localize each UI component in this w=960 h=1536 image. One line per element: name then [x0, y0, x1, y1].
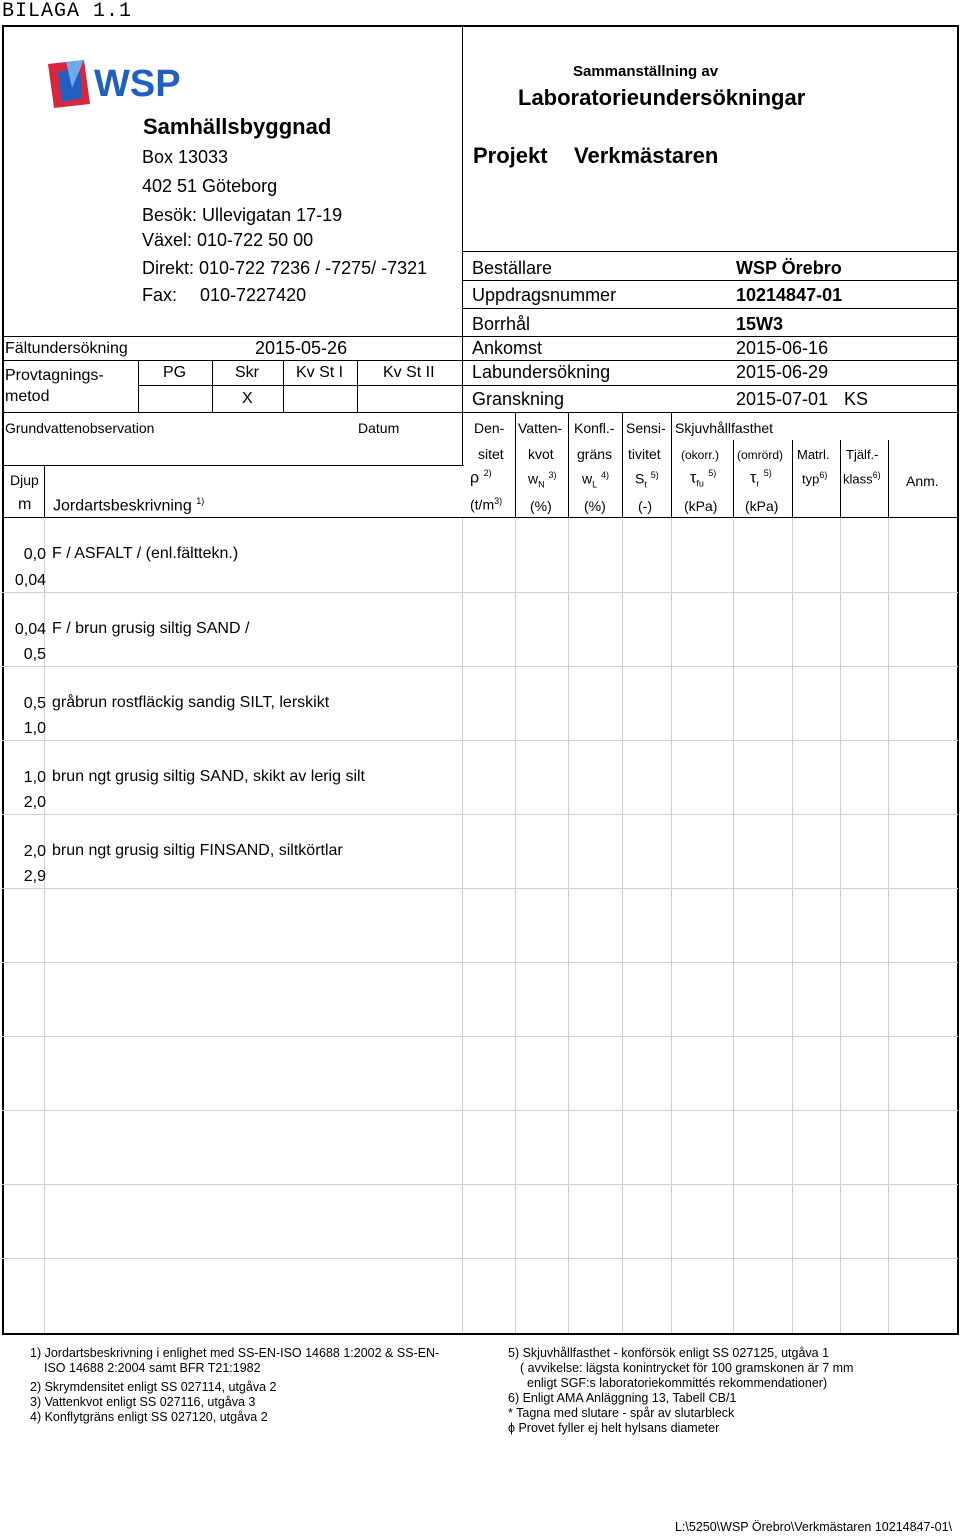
col-sensitivitet-unit: (-)	[638, 498, 652, 514]
footnote: * Tagna med slutare - spår av slutarbleck	[508, 1406, 735, 1420]
layer-bottom-depth: 0,04	[14, 572, 46, 589]
col-omrord-unit: (kPa)	[745, 498, 779, 514]
footnote: ϕ Provet fyller ej helt hylsans diameter	[508, 1421, 720, 1435]
address-line: Växel: 010-722 50 00	[142, 230, 314, 250]
borrhal-value: 15W3	[736, 314, 784, 334]
layer-top-depth: 0,0	[23, 546, 46, 563]
col-konflgrans: Konfl.-	[574, 420, 615, 436]
footnote: 4) Konflytgräns enligt SS 027120, utgåva 2	[30, 1410, 268, 1424]
address-line: Box 13033	[142, 147, 229, 167]
faltund-label: Fältundersökning	[5, 340, 128, 357]
col-omrord: (omrörd)	[737, 448, 784, 462]
labund-label: Labundersökning	[472, 362, 611, 382]
footnote: ( avvikelse: lägsta konintrycket för 100 gramskonen är 7 mm	[520, 1361, 854, 1375]
layer-top-depth: 2,0	[23, 843, 46, 860]
provtagning-label: metod	[5, 388, 50, 405]
gw-label: Grundvattenobservation	[5, 420, 155, 436]
layer-description: brun ngt grusig siltig SAND, skikt av lerig silt	[52, 768, 365, 785]
col-matrl-2: typ$^{6)}$	[802, 470, 828, 487]
col-m: m	[18, 496, 32, 513]
col-okorr: (okorr.)	[681, 448, 720, 462]
ankomst-label: Ankomst	[472, 338, 543, 358]
layer-description: brun ngt grusig siltig FINSAND, siltkörtlar	[52, 842, 343, 859]
footnote: 3) Vattenkvot enligt SS 027116, utgåva 3	[30, 1395, 256, 1409]
project-label: Projekt	[473, 143, 548, 168]
col-wn: $w_N$ $^{3)}$	[528, 470, 557, 490]
col-vattenkvot-unit: (%)	[530, 498, 552, 514]
layer-description: F / brun grusig siltig SAND /	[52, 620, 250, 637]
col-anm: Anm.	[906, 473, 939, 489]
provtagning-label: Provtagnings-	[5, 367, 104, 384]
address-line: 402 51 Göteborg	[142, 176, 278, 196]
method-kv-st-ii: Kv St II	[383, 364, 435, 381]
address-line: Direkt: 010-722 7236 / -7275/ -7321	[142, 258, 428, 278]
borrhal-label: Borrhål	[472, 314, 531, 334]
method-skr: Skr	[235, 364, 259, 381]
col-sensitivitet-2: tivitet	[628, 446, 661, 462]
granskning-label: Granskning	[472, 389, 565, 409]
address-line: Besök: Ullevigatan 17-19	[142, 205, 343, 225]
col-matrl: Matrl.	[797, 447, 830, 462]
col-densitet-unit: ($t/m^{3)}$	[470, 496, 503, 513]
col-densitet: Den-	[474, 420, 505, 436]
col-djup: Djup	[10, 472, 39, 488]
labund-value: 2015-06-29	[736, 362, 829, 382]
layer-description: F / ASFALT / (enl.fälttekn.)	[52, 545, 239, 562]
fax-label: Fax:	[142, 285, 178, 305]
selected-mark: X	[242, 390, 253, 407]
ankomst-value: 2015-06-16	[736, 338, 829, 358]
col-vattenkvot-2: kvot	[528, 446, 554, 462]
layer-bottom-depth: 1,0	[23, 720, 46, 737]
layer-description: gråbrun rostfläckig sandig SILT, lerskikt	[52, 694, 330, 711]
wsp-logo	[44, 58, 219, 110]
method-kv-st-i: Kv St I	[296, 364, 344, 381]
footnote: enligt SGF:s laboratoriekommittés rekommendationer)	[527, 1376, 828, 1390]
footnote: 2) Skrymdensitet enligt SS 027114, utgåva 2	[30, 1380, 277, 1394]
layer-bottom-depth: 2,9	[23, 868, 46, 885]
layer-top-depth: 1,0	[23, 769, 46, 786]
layer-bottom-depth: 0,5	[23, 646, 46, 663]
subtitle: Sammanställning av	[573, 63, 719, 80]
footnote: 5) Skjuvhållfasthet - konförsök enligt SS 027125, utgåva 1	[508, 1346, 830, 1360]
col-okorr-unit: (kPa)	[684, 498, 718, 514]
attachment-label: BILAGA 1.1	[2, 0, 133, 23]
company-division: Samhällsbyggnad	[143, 114, 332, 139]
bestallare-label: Beställare	[472, 258, 553, 278]
logo-text: WSP	[94, 63, 181, 105]
col-tjalf: Tjälf.-	[846, 447, 879, 462]
col-tjalf-2: klass$^{6)}$	[843, 470, 881, 487]
faltund-value: 2015-05-26	[255, 338, 348, 358]
layer-top-depth: 0,04	[14, 621, 46, 638]
fax-value: 010-7227420	[200, 285, 307, 305]
bestallare-value: WSP Örebro	[736, 258, 842, 278]
method-pg: PG	[163, 364, 187, 381]
col-jordart: Jordartsbeskrivning $^{1)}$	[53, 496, 205, 515]
layer-top-depth: 0,5	[23, 695, 46, 712]
granskning-value: 2015-07-01	[736, 389, 829, 409]
page-title: Laboratorieundersökningar	[518, 85, 806, 110]
project-value: Verkmästaren	[574, 143, 719, 168]
col-tfu: $\tau_{fu}$ $^{5)}$	[690, 468, 717, 489]
uppdrag-label: Uppdragsnummer	[472, 285, 617, 305]
col-vattenkvot: Vatten-	[518, 420, 563, 436]
file-path: L:\5250\WSP Örebro\Verkmästaren 10214847-01\	[674, 1520, 952, 1534]
col-wl: $w_L$ $^{4)}$	[582, 470, 610, 490]
layer-bottom-depth: 2,0	[23, 794, 46, 811]
col-densitet-2: sitet	[478, 446, 504, 462]
granskning-sign: KS	[844, 389, 869, 409]
col-skjuvhallfasthet: Skjuvhållfasthet	[675, 420, 774, 436]
col-tr: $\tau_r$ $^{5)}$	[750, 468, 772, 489]
footnote: ISO 14688 2:2004 samt BFR T21:1982	[44, 1361, 261, 1375]
uppdrag-value: 10214847-01	[736, 285, 843, 305]
col-rho: ρ $^{2)}$	[470, 468, 492, 487]
col-konflgrans-2: gräns	[577, 446, 613, 462]
col-sensitivitet: Sensi-	[626, 420, 666, 436]
col-st: $S_t$ $^{5)}$	[635, 470, 659, 490]
footnote: 6) Enligt AMA Anläggning 13, Tabell CB/1	[508, 1391, 737, 1405]
footnote: 1) Jordartsbeskrivning i enlighet med SS-EN-ISO 14688 1:2002 & SS-EN-	[30, 1346, 440, 1360]
col-konflgrans-unit: (%)	[584, 498, 606, 514]
datum-label: Datum	[358, 420, 400, 436]
